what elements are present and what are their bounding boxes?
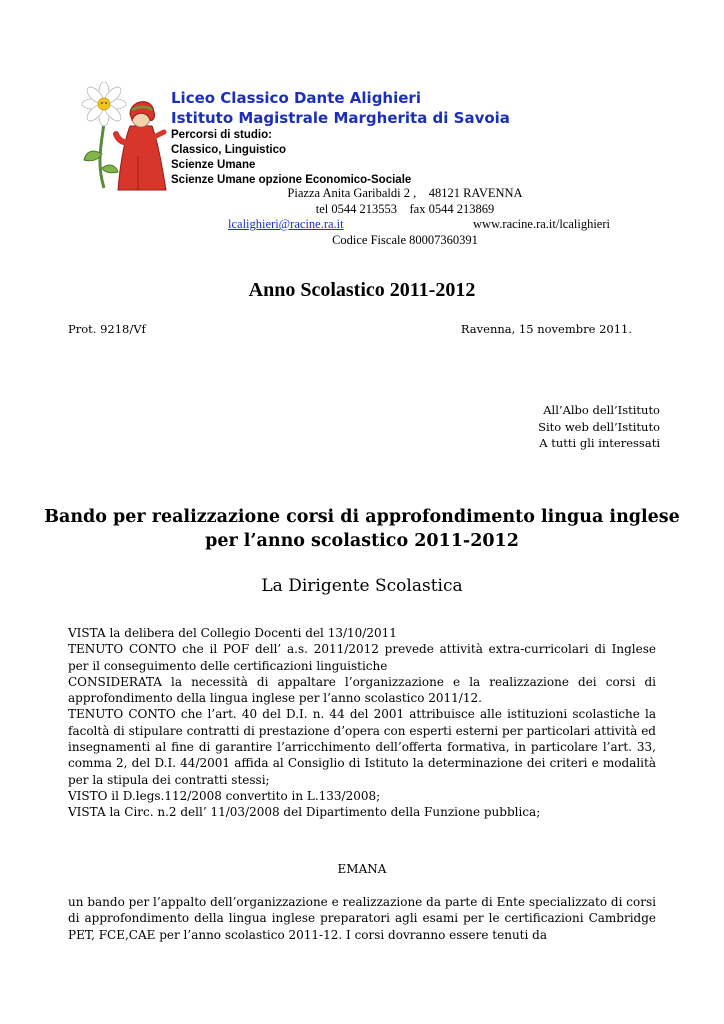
premise-paragraph: VISTO il D.legs.112/2008 convertito in L.133/2008; xyxy=(68,788,381,803)
percorsi-item: Scienze Umane xyxy=(171,159,256,171)
bando-title xyxy=(0,505,724,553)
recipient: Sito web dell’Istituto xyxy=(538,419,660,434)
school-name-secondary: Istituto Magistrale Margherita di Savoia xyxy=(171,109,510,127)
email-web-row xyxy=(200,217,610,233)
emana-heading: EMANA xyxy=(337,862,387,876)
contacts-block xyxy=(200,186,610,248)
premise-paragraph: VISTA la Circ. n.2 dell’ 11/03/2008 del Dipartimento della Funzione pubblica; xyxy=(68,805,541,820)
codice-fiscale: Codice Fiscale 80007360391 xyxy=(332,232,478,247)
dirigente-heading: La Dirigente Scolastica xyxy=(261,576,463,596)
website: www.racine.ra.it/lcalighieri xyxy=(473,217,610,231)
percorsi-block xyxy=(171,128,411,188)
premise-paragraph: VISTA la delibera del Collegio Docenti del 13/10/2011 xyxy=(68,626,397,640)
premises-body xyxy=(68,625,656,821)
school-year-title: Anno Scolastico 2011-2012 xyxy=(248,279,476,301)
address: Piazza Anita Garibaldi 2 , 48121 RAVENNA xyxy=(287,186,523,200)
percorsi-item: Classico, Linguistico xyxy=(171,144,287,156)
protocol-number: Prot. 9218/Vf xyxy=(68,322,146,336)
document-date: Ravenna, 15 novembre 2011. xyxy=(460,322,632,336)
email-link[interactable]: lcalighieri@racine.ra.it xyxy=(228,217,344,231)
school-name-primary: Liceo Classico Dante Alighieri xyxy=(171,89,421,107)
premise-paragraph: TENUTO CONTO che l’art. 40 del D.I. n. 44 del 2001 attribuisce alle istituzioni scolastiche la facoltà di stipulare contratti di prestazione d’opera con esperti esterni per particolari attività ed insegnamenti al fine di garantire l’arricchimento dell’offerta formativa, in particolare l’art. 33, comma 2, del D.I. 44/2001 affida al Consiglio di Istituto la determinazione dei criteri e modalità per la stipula dei contratti stessi; xyxy=(68,707,656,787)
final-paragraph: un bando per l’appalto dell’organizzazione e realizzazione da parte di Ente specializzato di corsi di approfondimento della lingua inglese preparatori agli esami per le certificazioni Cambridge PET, FCE,CAE per l’anno scolastico 2011-12. I corsi dovranno essere tenuti da xyxy=(68,895,656,942)
bando-title-line: Bando per realizzazione corsi di approfondimento lingua inglese xyxy=(44,507,680,527)
recipients-block xyxy=(538,402,660,452)
phone-fax: tel 0544 213553 fax 0544 213869 xyxy=(315,201,495,216)
premise-paragraph: TENUTO CONTO che il POF dell’ a.s. 2011/2012 prevede attività extra-curricolari di Inglese per il conseguimento delle certificazioni linguistiche xyxy=(68,642,656,673)
percorsi-heading: Percorsi di studio: xyxy=(171,129,272,141)
recipient: All’Albo dell’Istituto xyxy=(543,403,660,417)
percorsi-item: Scienze Umane opzione Economico-Sociale xyxy=(171,174,412,186)
school-logo xyxy=(74,82,174,194)
premise-paragraph: CONSIDERATA la necessità di appaltare l’organizzazione e la realizzazione dei corsi di approfondimento della lingua inglese per l’anno scolastico 2011/12. xyxy=(68,674,656,706)
school-name-block xyxy=(171,88,510,128)
recipient: A tutti gli interessati xyxy=(539,436,660,450)
bando-title-line: per l’anno scolastico 2011-2012 xyxy=(205,531,519,551)
